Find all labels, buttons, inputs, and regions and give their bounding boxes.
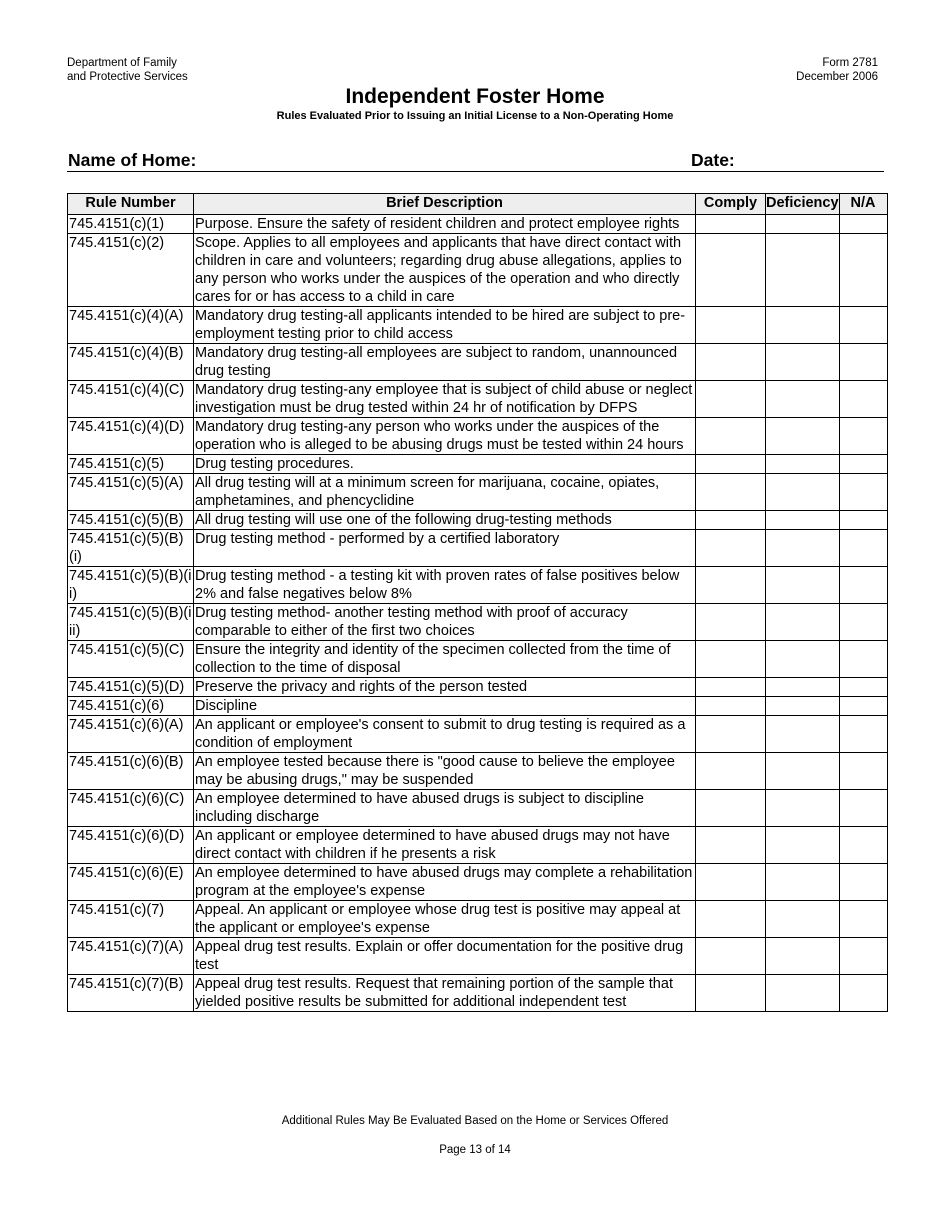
- rule-number-cell: 745.4151(c)(5)(C): [68, 641, 194, 678]
- comply-cell[interactable]: [696, 975, 766, 1012]
- table-row: [68, 381, 888, 418]
- comply-cell[interactable]: [696, 381, 766, 418]
- deficiency-cell[interactable]: [766, 530, 840, 567]
- rule-number-cell: 745.4151(c)(5)(B): [68, 511, 194, 530]
- deficiency-cell[interactable]: [766, 455, 840, 474]
- deficiency-cell[interactable]: [766, 567, 840, 604]
- na-cell[interactable]: [839, 641, 887, 678]
- table-row: [68, 697, 888, 716]
- rule-number-cell: 745.4151(c)(5)(A): [68, 474, 194, 511]
- na-cell[interactable]: [839, 234, 887, 307]
- page-title: Independent Foster Home: [345, 85, 605, 108]
- na-cell[interactable]: [839, 716, 887, 753]
- na-cell[interactable]: [839, 511, 887, 530]
- description-cell: Appeal drug test results. Request that remaining portion of the sample that yielded positive results be submitted for additional independent test: [194, 975, 696, 1012]
- description-cell: Mandatory drug testing-all employees are subject to random, unannounced drug testing: [194, 344, 696, 381]
- table-row: [68, 418, 888, 455]
- table-row: [68, 234, 888, 307]
- table-row: [68, 753, 888, 790]
- deficiency-cell[interactable]: [766, 215, 840, 234]
- description-cell: Appeal. An applicant or employee whose drug test is positive may appeal at the applicant or employee's expense: [194, 901, 696, 938]
- comply-cell[interactable]: [696, 455, 766, 474]
- table-row: [68, 215, 888, 234]
- table-row: [68, 716, 888, 753]
- comply-cell[interactable]: [696, 753, 766, 790]
- description-cell: Discipline: [194, 697, 696, 716]
- table-row: [68, 474, 888, 511]
- na-cell[interactable]: [839, 455, 887, 474]
- description-cell: Drug testing method- another testing method with proof of accuracy comparable to either of the first two choices: [194, 604, 696, 641]
- deficiency-cell[interactable]: [766, 716, 840, 753]
- rules-table-body: [68, 215, 888, 1012]
- comply-cell[interactable]: [696, 938, 766, 975]
- na-cell[interactable]: [839, 827, 887, 864]
- column-header-na: N/A: [839, 194, 887, 215]
- name-of-home-label: Name of Home:: [68, 150, 197, 170]
- comply-cell[interactable]: [696, 511, 766, 530]
- description-cell: Scope. Applies to all employees and applicants that have direct contact with children in care and volunteers; regarding drug abuse allegations, applies to any person who works under the auspices of the operation and who directly cares for or has access to a child in care: [194, 234, 696, 307]
- description-cell: Ensure the integrity and identity of the specimen collected from the time of collection to the time of disposal: [194, 641, 696, 678]
- form-date: December 2006: [796, 71, 878, 83]
- description-cell: An applicant or employee determined to have abused drugs may not have direct contact with children if he presents a risk: [194, 827, 696, 864]
- deficiency-cell[interactable]: [766, 511, 840, 530]
- column-header-comply: Comply: [696, 194, 766, 215]
- department-line-2: and Protective Services: [67, 71, 188, 83]
- na-cell[interactable]: [839, 901, 887, 938]
- rule-number-cell: 745.4151(c)(5): [68, 455, 194, 474]
- deficiency-cell[interactable]: [766, 418, 840, 455]
- rule-number-cell: 745.4151(c)(7)(B): [68, 975, 194, 1012]
- table-row: [68, 864, 888, 901]
- rule-number-cell: 745.4151(c)(7)(A): [68, 938, 194, 975]
- department-header: [67, 56, 188, 84]
- description-cell: Mandatory drug testing-any employee that is subject of child abuse or neglect investigation must be drug tested within 24 hr of notification by DFPS: [194, 381, 696, 418]
- comply-cell[interactable]: [696, 530, 766, 567]
- description-cell: An applicant or employee's consent to submit to drug testing is required as a condition of employment: [194, 716, 696, 753]
- page-subtitle: Rules Evaluated Prior to Issuing an Initial License to a Non-Operating Home: [276, 110, 674, 122]
- comply-cell[interactable]: [696, 697, 766, 716]
- comply-cell[interactable]: [696, 474, 766, 511]
- comply-cell[interactable]: [696, 307, 766, 344]
- comply-cell[interactable]: [696, 567, 766, 604]
- rules-table: [67, 193, 888, 1012]
- rule-number-cell: 745.4151(c)(2): [68, 234, 194, 307]
- table-row: [68, 975, 888, 1012]
- deficiency-cell[interactable]: [766, 827, 840, 864]
- description-cell: Mandatory drug testing-any person who works under the auspices of the operation who is alleged to be abusing drugs must be tested within 24 hours: [194, 418, 696, 455]
- rule-number-cell: 745.4151(c)(6)(D): [68, 827, 194, 864]
- deficiency-cell[interactable]: [766, 678, 840, 697]
- na-cell[interactable]: [839, 864, 887, 901]
- comply-cell[interactable]: [696, 790, 766, 827]
- table-row: [68, 530, 888, 567]
- table-row: [68, 641, 888, 678]
- rule-number-cell: 745.4151(c)(4)(D): [68, 418, 194, 455]
- rule-number-cell: 745.4151(c)(6)(C): [68, 790, 194, 827]
- na-cell[interactable]: [839, 975, 887, 1012]
- table-row: [68, 678, 888, 697]
- table-row: [68, 455, 888, 474]
- na-cell[interactable]: [839, 307, 887, 344]
- comply-cell[interactable]: [696, 234, 766, 307]
- na-cell[interactable]: [839, 697, 887, 716]
- table-row: [68, 901, 888, 938]
- deficiency-cell[interactable]: [766, 753, 840, 790]
- rule-number-cell: 745.4151(c)(1): [68, 215, 194, 234]
- table-row: [68, 511, 888, 530]
- table-row: [68, 344, 888, 381]
- rule-number-cell: 745.4151(c)(6)(A): [68, 716, 194, 753]
- description-cell: All drug testing will at a minimum screen for marijuana, cocaine, opiates, amphetamines, and phencyclidine: [194, 474, 696, 511]
- deficiency-cell[interactable]: [766, 474, 840, 511]
- na-cell[interactable]: [839, 567, 887, 604]
- comply-cell[interactable]: [696, 901, 766, 938]
- rule-number-cell: 745.4151(c)(4)(C): [68, 381, 194, 418]
- table-row: [68, 827, 888, 864]
- comply-cell[interactable]: [696, 641, 766, 678]
- deficiency-cell[interactable]: [766, 901, 840, 938]
- na-cell[interactable]: [839, 344, 887, 381]
- deficiency-cell[interactable]: [766, 604, 840, 641]
- rule-number-cell: 745.4151(c)(4)(B): [68, 344, 194, 381]
- comply-cell[interactable]: [696, 716, 766, 753]
- description-cell: All drug testing will use one of the following drug-testing methods: [194, 511, 696, 530]
- form-number: Form 2781: [822, 57, 878, 69]
- description-cell: Preserve the privacy and rights of the person tested: [194, 678, 696, 697]
- description-cell: Drug testing method - performed by a certified laboratory: [194, 530, 696, 567]
- rule-number-cell: 745.4151(c)(5)(B)(i): [68, 530, 194, 567]
- description-cell: Drug testing method - a testing kit with proven rates of false positives below 2% and false negatives below 8%: [194, 567, 696, 604]
- page-number: Page 13 of 14: [439, 1144, 511, 1156]
- description-cell: Drug testing procedures.: [194, 455, 696, 474]
- description-cell: An employee determined to have abused drugs may complete a rehabilitation program at the employee's expense: [194, 864, 696, 901]
- description-cell: An employee determined to have abused drugs is subject to discipline including discharge: [194, 790, 696, 827]
- date-label: Date:: [691, 150, 735, 170]
- na-cell[interactable]: [839, 418, 887, 455]
- comply-cell[interactable]: [696, 604, 766, 641]
- na-cell[interactable]: [839, 790, 887, 827]
- comply-cell[interactable]: [696, 864, 766, 901]
- comply-cell[interactable]: [696, 215, 766, 234]
- table-row: [68, 938, 888, 975]
- na-cell[interactable]: [839, 753, 887, 790]
- table-row: [68, 790, 888, 827]
- na-cell[interactable]: [839, 215, 887, 234]
- comply-cell[interactable]: [696, 678, 766, 697]
- column-header-brief-description: Brief Description: [194, 194, 696, 215]
- deficiency-cell[interactable]: [766, 234, 840, 307]
- rule-number-cell: 745.4151(c)(5)(B)(iii): [69, 605, 192, 639]
- comply-cell[interactable]: [696, 418, 766, 455]
- department-line-1: Department of Family: [67, 57, 177, 69]
- na-cell[interactable]: [839, 678, 887, 697]
- column-header-rule-number: Rule Number: [68, 194, 194, 215]
- description-cell: Mandatory drug testing-all applicants intended to be hired are subject to pre-employment testing prior to child access: [194, 307, 696, 344]
- rule-number-cell: 745.4151(c)(6): [68, 697, 194, 716]
- deficiency-cell[interactable]: [766, 864, 840, 901]
- deficiency-cell[interactable]: [766, 938, 840, 975]
- rule-number-cell: 745.4151(c)(4)(A): [68, 307, 194, 344]
- rule-number-cell: 745.4151(c)(5)(B)(ii): [69, 568, 192, 602]
- deficiency-cell[interactable]: [766, 307, 840, 344]
- deficiency-cell[interactable]: [766, 790, 840, 827]
- na-cell[interactable]: [839, 938, 887, 975]
- table-row: [68, 604, 888, 641]
- rule-number-cell: 745.4151(c)(5)(D): [68, 678, 194, 697]
- deficiency-cell[interactable]: [766, 381, 840, 418]
- na-cell[interactable]: [839, 381, 887, 418]
- table-row: [68, 307, 888, 344]
- form-info-header: [796, 56, 878, 84]
- footer-note: Additional Rules May Be Evaluated Based on the Home or Services Offered: [281, 1115, 669, 1127]
- rule-number-cell: 745.4151(c)(7): [68, 901, 194, 938]
- comply-cell[interactable]: [696, 344, 766, 381]
- rule-number-cell: 745.4151(c)(6)(B): [68, 753, 194, 790]
- name-date-row: [67, 150, 884, 172]
- deficiency-cell[interactable]: [766, 975, 840, 1012]
- rule-number-cell: 745.4151(c)(6)(E): [68, 864, 194, 901]
- na-cell[interactable]: [839, 604, 887, 641]
- deficiency-cell[interactable]: [766, 697, 840, 716]
- deficiency-cell[interactable]: [766, 641, 840, 678]
- table-row: [68, 567, 888, 604]
- na-cell[interactable]: [839, 530, 887, 567]
- description-cell: Purpose. Ensure the safety of resident children and protect employee rights: [194, 215, 696, 234]
- column-header-deficiency: Deficiency: [766, 194, 840, 215]
- na-cell[interactable]: [839, 474, 887, 511]
- deficiency-cell[interactable]: [766, 344, 840, 381]
- table-header-row: [68, 194, 888, 215]
- description-cell: Appeal drug test results. Explain or offer documentation for the positive drug test: [194, 938, 696, 975]
- comply-cell[interactable]: [696, 827, 766, 864]
- description-cell: An employee tested because there is "good cause to believe the employee may be abusing drugs," may be suspended: [194, 753, 696, 790]
